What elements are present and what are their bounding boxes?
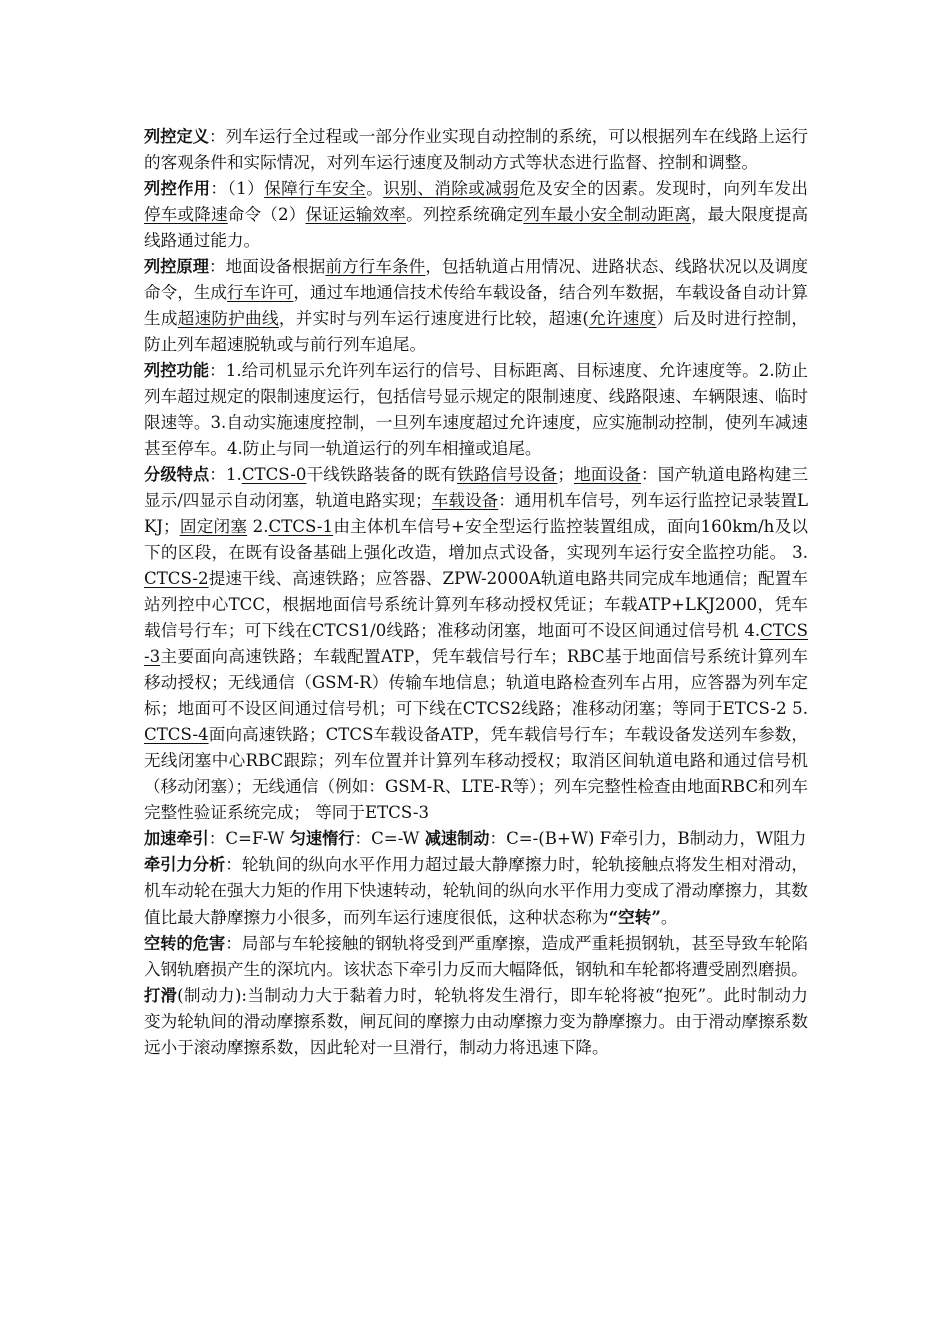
body-text: ：1. bbox=[209, 465, 242, 484]
underlined-term: CTCS-1 bbox=[268, 517, 334, 536]
body-text: ，并实时与列车运行速度进行比较，超速( bbox=[278, 309, 589, 328]
para-function-role bbox=[144, 176, 808, 254]
body-text: ：（1） bbox=[210, 179, 265, 198]
para-features bbox=[144, 358, 808, 462]
section-heading: 打滑 bbox=[144, 986, 178, 1005]
body-text: ：轮轨间的纵向水平作用力超过最大静摩擦力时，轮轨接触点将发生相对滑动，机车动轮在强大力矩的作用下快速转动，轮轨间的纵向水平作用力变成了滑动摩擦力，其数值比最大静摩擦力小很多，而列车运行速度很低，这种状态称为 bbox=[144, 855, 809, 927]
body-text: ：1.给司机显示允许列车运行的信号、目标距离、目标速度、允许速度等。2.防止列车超过规定的限制速度运行，包括信号显示规定的限制速度、线路限速、车辆限速、临时限速等。3.自动实施速度控制，一旦列车速度超过允许速度，应实施制动控制，使列车减速甚至停车。4.防止与同一轨道运行的列车相撞或追尾。 bbox=[144, 361, 809, 458]
body-text: 主要面向高速铁路；车载配置ATP，凭车载信号行车；RBC基于地面信号系统计算列车移动授权；无线通信（GSM-R）传输车地信息；轨道电路检查列车占用，应答器为列车定标；地面可不设区间通过信号机；可下线在CTCS2线路；准移动闭塞；等同于ETCS-2 5. bbox=[144, 647, 808, 718]
underlined-term: 允许速度 bbox=[588, 309, 657, 328]
section-heading: 减速制动 bbox=[424, 829, 490, 848]
body-text: ：通用机车信号，列车运行监控记录装置LKJ； bbox=[144, 491, 808, 536]
document-page bbox=[144, 124, 808, 1061]
body-text: (制动力):当制动力大于黏着力时，轮轨将发生滑行，即车轮将被“抱死”。此时制动力变为轮轨间的滑动摩擦系数，闸瓦间的摩擦力由动摩擦力变为静摩擦力。由于滑动摩擦系数远小于滚动摩擦系数，因此轮对一旦滑行，制动力将迅速下降。 bbox=[144, 986, 809, 1057]
body-text: ）后及时进行控制，防止列车超速脱轨或与前行列车追尾。 bbox=[144, 309, 808, 354]
body-text: 提速干线、高速铁路；应答器、ZPW-2000A轨道电路共同完成车地通信；配置车站列控中心TCC，根据地面信号系统计算列车移动授权凭证；车载ATP+LKJ2000，凭车载信号行车；可下线在CTCS1/0线路；准移动闭塞，地面可不设区间通过信号机 4. bbox=[144, 569, 808, 640]
section-heading: 匀速惰行 bbox=[289, 829, 355, 848]
body-text: ：C=-W bbox=[354, 829, 425, 848]
underlined-term: 地面设备 bbox=[573, 465, 641, 484]
body-text: ； bbox=[557, 465, 574, 484]
body-text: ，通过车地通信技术传给车载设备，结合列车数据，车载设备自动计算生成 bbox=[144, 283, 809, 328]
underlined-term: 车载设备 bbox=[431, 491, 499, 510]
body-text: 命令（2） bbox=[227, 205, 306, 224]
body-text: ：C=F-W bbox=[208, 829, 290, 848]
section-heading: 列控定义 bbox=[144, 127, 209, 146]
body-text: 。 bbox=[366, 179, 384, 198]
underlined-term: 识别、消除或减弱 bbox=[383, 179, 520, 198]
underlined-term: CTCS-2 bbox=[144, 569, 209, 588]
section-heading: 列控原理 bbox=[144, 257, 209, 276]
underlined-term: 保证运输效率 bbox=[305, 205, 407, 224]
body-text: ：C=-(B+W) F牵引力，B制动力，W阻力 bbox=[489, 829, 807, 848]
body-text: 干线铁路装备的既有 bbox=[306, 465, 458, 484]
underlined-term: CTCS-0 bbox=[241, 465, 307, 484]
body-text: 面向高速铁路；CTCS车载设备ATP，凭车载信号行车；车载设备发送列车参数，无线闭塞中心RBC跟踪；列车位置并计算列车移动授权；取消区间轨道电路和通过信号机（移动闭塞）；无线通信（例如：GSM-R、LTE-R等）；列车完整性检查由地面RBC和列车完整性验证系统完成； 等同于ETCS-3 bbox=[144, 725, 808, 822]
underlined-term: 前方行车条件 bbox=[325, 257, 426, 276]
body-text: 由主体机车信号+安全型运行监控装置组成，面向160km/h及以下的区段，在既有设备基础上强化改造，增加点式设备，实现列车运行安全监控功能。 3. bbox=[144, 517, 809, 562]
underlined-term: 列车最小安全制动距离 bbox=[523, 205, 691, 224]
section-heading: 分级特点 bbox=[144, 465, 210, 484]
para-traction-states bbox=[144, 826, 808, 852]
body-text: ：国产轨道电路构建三显示/四显示自动闭塞，轨道电路实现； bbox=[144, 465, 809, 510]
body-text: ：局部与车轮接触的钢轨将受到严重摩擦，造成严重耗损钢轨，甚至导致车轮陷入钢轨磨损产生的深坑内。该状态下牵引力反而大幅降低，钢轨和车轮都将遭受剧烈磨损。 bbox=[144, 934, 809, 979]
section-heading: 牵引力分析 bbox=[144, 855, 226, 874]
body-text: 危及安全的因素。发现时，向列车发出 bbox=[519, 179, 809, 198]
underlined-term: CTCS-4 bbox=[144, 725, 209, 744]
underlined-term: 固定闭塞 bbox=[179, 517, 248, 536]
body-text: 。列控系统确定 bbox=[406, 205, 524, 224]
section-heading: 列控功能 bbox=[144, 361, 210, 380]
body-text: ：列车运行全过程或一部分作业实现自动控制的系统，可以根据列车在线路上运行的客观条件和实际情况，对列车运行速度及制动方式等状态进行监督、控制和调整。 bbox=[144, 127, 809, 172]
bold-term: “空转” bbox=[608, 907, 661, 927]
underlined-term: CTCS-3 bbox=[144, 621, 808, 666]
underlined-term: 保障行车安全 bbox=[264, 179, 367, 198]
underlined-term: 行车许可 bbox=[227, 283, 294, 302]
para-definition bbox=[144, 124, 808, 176]
body-text: ，最大限度提高线路通过能力。 bbox=[144, 205, 809, 250]
body-text: 2. bbox=[247, 517, 269, 536]
body-text: ：地面设备根据 bbox=[208, 257, 326, 276]
section-heading: 列控作用 bbox=[144, 179, 211, 198]
underlined-term: 铁路信号设备 bbox=[457, 465, 558, 484]
section-heading: 加速牵引 bbox=[144, 829, 209, 848]
para-traction-analysis bbox=[144, 852, 808, 931]
section-heading: 空转的危害 bbox=[144, 934, 226, 953]
underlined-term: 停车或降速 bbox=[144, 205, 228, 224]
para-skid bbox=[144, 983, 808, 1061]
underlined-term: 超速防护曲线 bbox=[177, 309, 279, 328]
body-text: ，包括轨道占用情况、进路状态、线路状况以及调度命令，生成 bbox=[144, 257, 809, 302]
para-slip-hazard bbox=[144, 931, 808, 983]
body-text: 。 bbox=[660, 908, 678, 927]
para-levels bbox=[144, 462, 808, 826]
para-principle bbox=[144, 254, 808, 358]
